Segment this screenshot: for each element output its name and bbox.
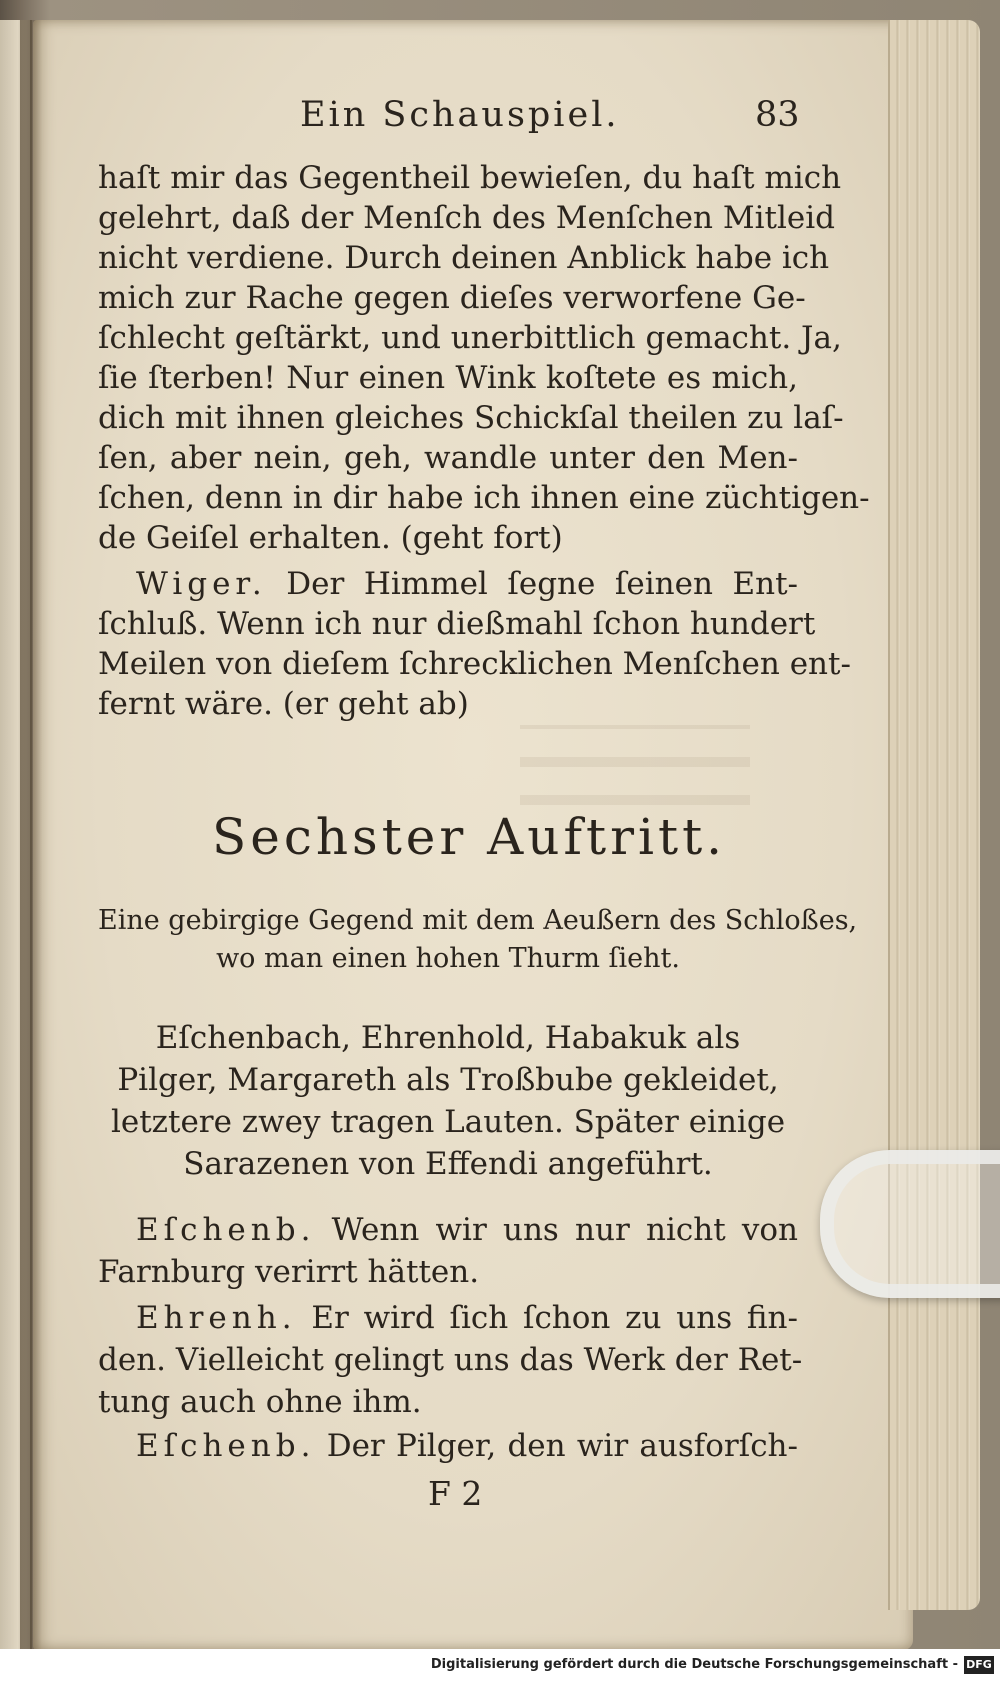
dfg-logo: DFG <box>964 1656 994 1674</box>
section-title: Sechster Auftritt. <box>212 808 727 866</box>
dialogue-line <box>98 1212 798 1248</box>
running-head: Ein Schauspiel. <box>300 95 620 135</box>
body-line: ſen, aber nein, geh, wandle unter den Men- <box>98 440 798 476</box>
body-line: de Geiſel erhalten. (geht fort) <box>98 520 563 556</box>
body-line: ſchen, denn in dir habe ich ihnen eine züchtigen- <box>98 480 870 516</box>
body-line: haſt mir das Gegentheil bewieſen, du haſt mich <box>98 160 842 196</box>
cast-list-line: Sarazenen von Effendi angeführt. <box>183 1146 713 1182</box>
dialogue-line: Meilen von dieſem ſchrecklichen Menſchen ent- <box>98 646 851 682</box>
speaker-name: Ehrenh. <box>136 1300 297 1336</box>
speech-text: Er wird ſich ſchon zu uns fin- <box>311 1300 798 1336</box>
funding-credit: Digitalisierung gefördert durch die Deutsche Forschungsgemeinschaft - <box>430 1657 958 1672</box>
body-line: gelehrt, daß der Menſch des Menſchen Mitleid <box>98 200 835 236</box>
body-line: ſchlecht geſtärkt, und unerbittlich gemacht. Ja, <box>98 320 842 356</box>
body-line: ſie ſterben! Nur einen Wink koſtete es mich, <box>98 360 798 396</box>
cast-list-line: letztere zwey tragen Lauten. Später einige <box>110 1104 786 1140</box>
body-line: mich zur Rache gegen dieſes verworfene Ge- <box>98 280 806 316</box>
dialogue-line <box>98 1428 798 1464</box>
page-gutter-shadow <box>20 20 42 1650</box>
signature-mark: F 2 <box>428 1474 483 1513</box>
page-stack-edges <box>888 20 980 1610</box>
body-line: nicht verdiene. Durch deinen Anblick habe ich <box>98 240 830 276</box>
page-clip <box>820 1150 1000 1298</box>
dialogue-line: den. Vielleicht gelingt uns das Werk der Ret- <box>98 1342 803 1378</box>
body-line: dich mit ihnen gleiches Schickſal theilen zu laſ- <box>98 400 844 436</box>
dialogue-line: fernt wäre. (er geht ab) <box>98 686 469 722</box>
footer-bar <box>0 1649 1000 1683</box>
dialogue-line: ſchluß. Wenn ich nur dießmahl ſchon hundert <box>98 606 816 642</box>
dialogue-line <box>98 566 798 602</box>
cast-list-line: Eſchenbach, Ehrenhold, Habakuk als <box>155 1020 741 1056</box>
speech-text: Der Pilger, den wir ausforſch- <box>326 1428 798 1464</box>
speaker-name: Wiger. <box>136 566 267 602</box>
bleed-through-ink <box>520 725 750 805</box>
scene-direction: wo man einen hohen Thurm ſieht. <box>216 943 680 974</box>
cast-list-line: Pilger, Margareth als Troßbube gekleidet, <box>117 1062 779 1098</box>
speech-text: Der Himmel ſegne ſeinen Ent- <box>286 566 798 602</box>
speaker-name: Eſchenb. <box>136 1212 316 1248</box>
speaker-name: Eſchenb. <box>136 1428 316 1464</box>
dialogue-line: tung auch ohne ihm. <box>98 1384 422 1420</box>
page-number: 83 <box>755 95 800 135</box>
speech-text: Wenn wir uns nur nicht von <box>331 1212 799 1248</box>
dialogue-line: Farnburg verirrt hätten. <box>98 1254 480 1290</box>
scene-direction: Eine gebirgige Gegend mit dem Aeußern des Schloßes, <box>98 905 858 936</box>
dialogue-line <box>98 1300 798 1336</box>
